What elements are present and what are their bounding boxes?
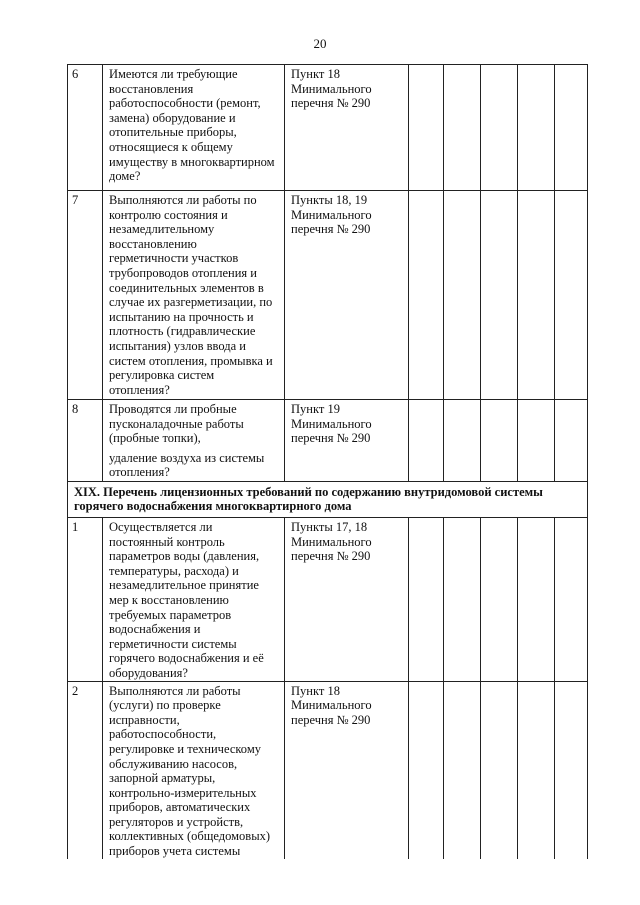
row-reference: Пункт 18 Минимального перечня № 290: [285, 681, 409, 859]
table-row: [68, 518, 588, 682]
empty-cell: [555, 65, 588, 191]
empty-cell: [518, 681, 555, 859]
row-number: 1: [68, 518, 103, 682]
empty-cell: [518, 65, 555, 191]
empty-cell: [444, 518, 481, 682]
row-reference: Пункт 18 Минимального перечня № 290: [285, 65, 409, 191]
row-question: Выполняются ли работы (услуги) по проверке исправности, работоспособности, регулировке и техническому обслуживанию насосов, запорной арматуры, контрольно-измерительных приборов, автоматических регуляторов и устройств, коллективных (общедомовых) приборов учета системы: [103, 681, 285, 859]
empty-cell: [481, 400, 518, 482]
row-reference: Пункт 19 Минимального перечня № 290: [285, 400, 409, 482]
row-question: [103, 400, 285, 482]
row-number: 8: [68, 400, 103, 482]
empty-cell: [555, 191, 588, 400]
empty-cell: [518, 518, 555, 682]
empty-cell: [555, 400, 588, 482]
row-reference: Пункты 18, 19 Минимального перечня № 290: [285, 191, 409, 400]
empty-cell: [555, 681, 588, 859]
empty-cell: [444, 681, 481, 859]
empty-cell: [444, 191, 481, 400]
empty-cell: [409, 681, 444, 859]
empty-cell: [555, 518, 588, 682]
empty-cell: [518, 400, 555, 482]
row-reference: Пункты 17, 18 Минимального перечня № 290: [285, 518, 409, 682]
row-number: 7: [68, 191, 103, 400]
row-question: Выполняются ли работы по контролю состояния и незамедлительному восстановлению герметичности участков трубопроводов отопления и соединительных элементов в случае их разгерметизации, по испытанию на прочность и плотность (гидравлические испытания) узлов ввода и систем отопления, промывка и регулировка систем отопления?: [103, 191, 285, 400]
empty-cell: [481, 518, 518, 682]
section-title: XIX. Перечень лицензионных требований по содержанию внутридомовой системы горячего водоснабжения многоквартирного дома: [68, 482, 588, 518]
empty-cell: [409, 400, 444, 482]
empty-cell: [444, 400, 481, 482]
empty-cell: [481, 65, 518, 191]
empty-cell: [409, 518, 444, 682]
requirements-table-container: [67, 64, 587, 859]
table-row: [68, 400, 588, 482]
section-header-row: [68, 482, 588, 518]
empty-cell: [409, 191, 444, 400]
empty-cell: [518, 191, 555, 400]
row-question-part-b: удаление воздуха из системы отопления?: [109, 450, 265, 480]
table-row: [68, 191, 588, 400]
row-question: Осуществляется ли постоянный контроль параметров воды (давления, температуры, расхода) и незамедлительное принятие мер к восстановлению требуемых параметров водоснабжения и герметичности системы горячего водоснабжения и её оборудования?: [103, 518, 285, 682]
requirements-table: [67, 64, 588, 859]
table-row: [68, 65, 588, 191]
row-number: 2: [68, 681, 103, 859]
empty-cell: [444, 65, 481, 191]
row-number: 6: [68, 65, 103, 191]
row-question-part-a: Проводятся ли пробные пусконаладочные работы (пробные топки),: [109, 402, 244, 446]
empty-cell: [481, 191, 518, 400]
empty-cell: [481, 681, 518, 859]
row-question: Имеются ли требующие восстановления работоспособности (ремонт, замена) оборудование и отопительные приборы, относящиеся к общему имуществу в многоквартирном доме?: [103, 65, 285, 191]
empty-cell: [409, 65, 444, 191]
page-number: 20: [313, 36, 327, 51]
table-row: [68, 681, 588, 859]
